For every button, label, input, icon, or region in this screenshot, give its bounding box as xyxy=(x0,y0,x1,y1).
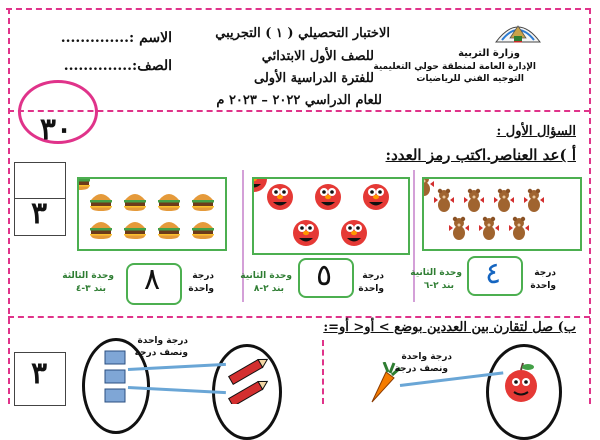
part-b-points-right-2: ونصف درجة xyxy=(394,364,448,374)
part-b-separator xyxy=(322,340,324,404)
department-text: التوجيه الفني للرياضيات xyxy=(416,74,524,84)
answer-3: ٨ xyxy=(143,262,161,297)
burger-icons xyxy=(79,179,225,249)
unit-label-2: وحدة الثانية xyxy=(240,271,292,281)
question-1-heading: السؤال الأول : xyxy=(496,124,576,139)
question-1a-instruction: أ )عد العناصر.اكتب رمز العدد: xyxy=(385,146,576,164)
image-card-burgers xyxy=(77,177,227,251)
page-border-top xyxy=(6,8,591,10)
answer-2: ٥ xyxy=(315,258,333,293)
student-class-field[interactable]: الصف:.............. xyxy=(63,58,172,74)
year-text: للعام الدراسي ٢٠٢٢ – ٢٠٢٣ م xyxy=(216,93,382,108)
unit-label-3: وحدة الثالثة xyxy=(62,271,114,281)
item-label-2: بند ٢-٨ xyxy=(253,284,284,294)
pencil-icons xyxy=(224,356,272,404)
points-label-2b: واحدة xyxy=(358,284,384,294)
item-separator xyxy=(413,170,415,302)
item-label-3: بند ٣-٤ xyxy=(75,284,106,294)
section-divider xyxy=(8,316,590,318)
exam-title: الاختبار التحصيلي ( ١ ) التجريبي xyxy=(215,26,390,41)
apple-face-icon xyxy=(498,360,544,404)
points-label-3a: درجة xyxy=(192,271,214,281)
ministry-text: وزارة التربية xyxy=(458,48,520,59)
total-score: ٣٠ xyxy=(39,112,73,147)
q1b-score: ٣ xyxy=(30,356,48,391)
answer-1: ٤ xyxy=(484,256,502,291)
student-name-field[interactable]: الاسم :.............. xyxy=(60,30,172,46)
item-separator xyxy=(242,170,244,302)
grade-text: للصف الأول الابتدائي xyxy=(261,49,374,64)
points-label-2a: درجة xyxy=(362,271,384,281)
header-divider xyxy=(8,110,590,112)
item-label-1: بند ٢-٦ xyxy=(423,281,454,291)
part-b-points-right-1: درجة واحدة xyxy=(401,352,452,362)
unit-label-1: وحدة الثانية xyxy=(410,268,462,278)
q1a-score: ٣ xyxy=(30,196,48,231)
teddy-bear-icons xyxy=(424,179,580,249)
term-text: للفترة الدراسية الأولى xyxy=(254,71,374,86)
notebook-icons xyxy=(104,350,128,404)
red-face-icons xyxy=(254,179,408,253)
score-box-top xyxy=(14,162,66,200)
kuwait-emblem-icon xyxy=(492,16,544,46)
image-card-teddy-bears xyxy=(422,177,582,251)
image-card-red-faces xyxy=(252,177,410,255)
part-b-points-left-1: درجة واحدة xyxy=(137,336,188,346)
part-b-points-left-2: ونصف درجة xyxy=(134,348,188,358)
directorate-text: الإدارة العامة لمنطقة حولي التعليمية xyxy=(373,62,536,72)
page-border-right xyxy=(589,8,591,404)
points-label-1b: واحدة xyxy=(530,281,556,291)
page-border-left xyxy=(8,8,10,404)
question-1b-instruction: ب) صل لتقارن بين العددين بوضع > أو< أو=: xyxy=(323,320,576,335)
points-label-1a: درجة xyxy=(534,268,556,278)
points-label-3b: واحدة xyxy=(188,284,214,294)
